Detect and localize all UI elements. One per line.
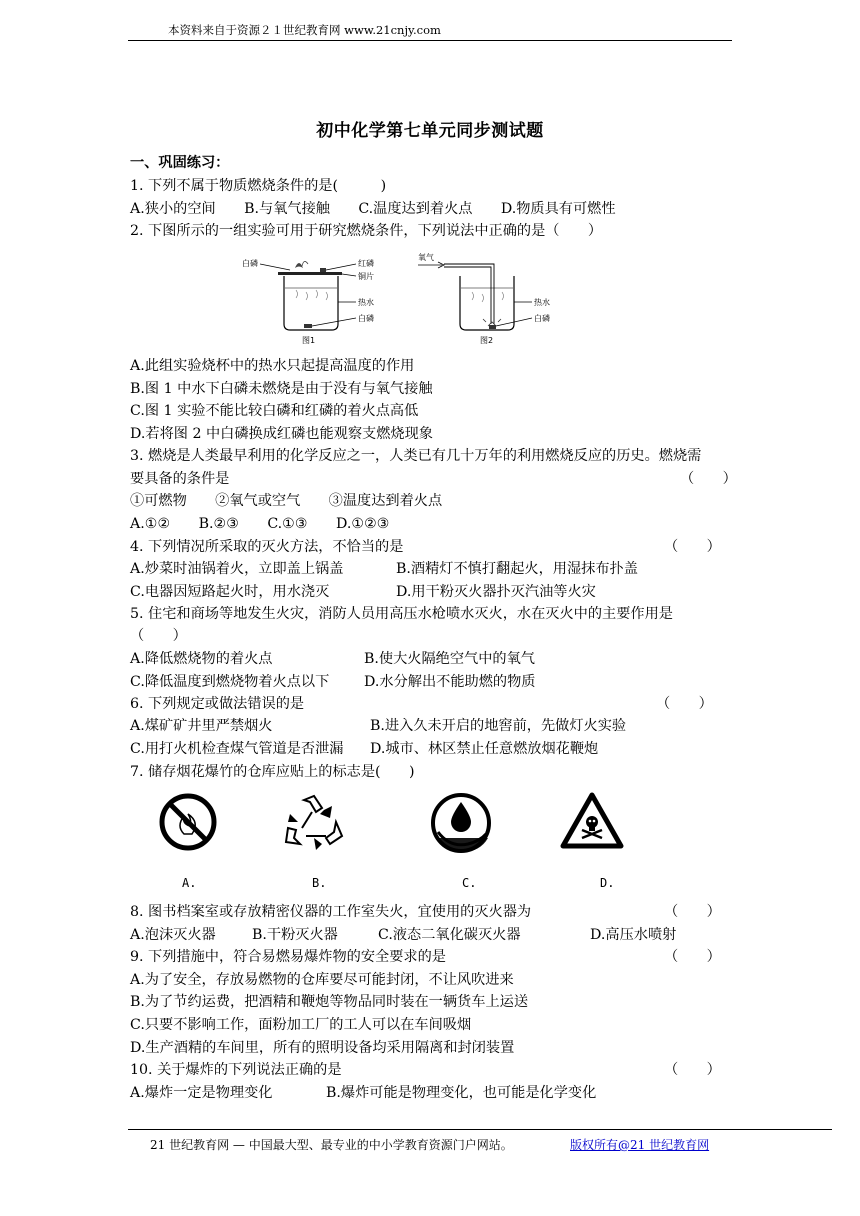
q8-option-d: D.高压水喷射 xyxy=(590,927,677,943)
q9-answer-paren: （ ） xyxy=(664,949,721,965)
fig1-label-white-phosphorus-top: 白磷 xyxy=(242,259,258,268)
corrosive-icon xyxy=(430,792,492,854)
fig1-label-hot-water: 热水 xyxy=(358,298,374,307)
q4-option-d: D.用干粉灭火器扑灭汽油等火灾 xyxy=(396,584,596,600)
q6-option-c: C.用打火机检查煤气管道是否泄漏 xyxy=(130,741,344,757)
q3-items: ①可燃物 ②氧气或空气 ③温度达到着火点 xyxy=(130,493,443,509)
q8-option-b: B.干粉灭火器 xyxy=(252,927,338,943)
q1-options: A.狭小的空间 B.与氧气接触 C.温度达到着火点 D.物质具有可燃性 xyxy=(130,201,616,217)
q5-answer-paren: （ ） xyxy=(130,628,187,644)
q4-option-a: A.炒菜时油锅着火，立即盖上锅盖 xyxy=(130,561,344,577)
q2-option-d: D.若将图 2 中白磷换成红磷也能观察支燃烧现象 xyxy=(130,426,433,442)
q4-answer-paren: （ ） xyxy=(664,539,721,555)
fig2-label-hot-water: 热水 xyxy=(534,298,550,307)
page-header: 本资料来自于资源２１世纪教育网 www.21cnjy.com xyxy=(168,23,441,37)
q4-stem: 4. 下列情况所采取的灭火方法，不恰当的是 xyxy=(130,539,404,555)
fig1-label-copper-plate: 铜片 xyxy=(358,272,374,281)
q5-option-a: A.降低燃烧物的着火点 xyxy=(130,651,273,667)
q2-option-a: A.此组实验烧杯中的热水只起提高温度的作用 xyxy=(130,358,415,374)
no-fire-icon xyxy=(158,792,218,852)
q7-label-c: C. xyxy=(462,876,477,890)
q7-stem: 7. 储存烟花爆竹的仓库应贴上的标志是( ) xyxy=(130,764,415,780)
q10-option-a: A.爆炸一定是物理变化 xyxy=(130,1085,273,1101)
page-footer: 21 世纪教育网 — 中国最大型、最专业的中小学教育资源门户网站。 xyxy=(150,1138,513,1152)
q1-stem: 1. 下列不属于物质燃烧条件的是( ) xyxy=(130,178,387,194)
q8-stem: 8. 图书档案室或存放精密仪器的工作室失火，宜使用的灭火器为 xyxy=(130,904,532,920)
q4-option-c: C.电器因短路起火时，用水浇灭 xyxy=(130,584,330,600)
fig1-caption: 图1 xyxy=(302,336,316,345)
q8-option-a: A.泡沫灭火器 xyxy=(130,927,216,943)
q5-option-b: B.使大火隔绝空气中的氧气 xyxy=(364,651,535,667)
fig1-label-white-phosphorus-bottom: 白磷 xyxy=(358,314,374,323)
q5-stem: 5. 住宅和商场等地发生火灾，消防人员用高压水枪喷水灭火，水在灭火中的主要作用是 xyxy=(130,606,673,622)
q8-answer-paren: （ ） xyxy=(664,904,721,920)
fig2-label-white-phosphorus: 白磷 xyxy=(534,314,550,323)
copper-plate xyxy=(278,272,342,275)
q10-answer-paren: （ ） xyxy=(664,1062,721,1078)
q6-answer-paren: （ ） xyxy=(656,696,713,712)
q9-option-d: D.生产酒精的车间里，所有的照明设备均采用隔离和封闭装置 xyxy=(130,1040,515,1056)
q10-option-b: B.爆炸可能是物理变化，也可能是化学变化 xyxy=(326,1085,597,1101)
q4-option-b: B.酒精灯不慎打翻起火，用湿抹布扑盖 xyxy=(396,561,638,577)
q9-option-b: B.为了节约运费，把酒精和鞭炮等物品同时装在一辆货车上运送 xyxy=(130,994,529,1010)
q6-option-d: D.城市、林区禁止任意燃放烟花鞭炮 xyxy=(370,741,599,757)
combustion-experiment-figure xyxy=(240,252,600,348)
q2-option-c: C.图 1 实验不能比较白磷和红磷的着火点高低 xyxy=(130,403,419,419)
toxic-icon xyxy=(560,792,624,850)
q5-option-d: D.水分解出不能助燃的物质 xyxy=(364,674,536,690)
header-divider xyxy=(128,40,732,41)
q7-label-b: B. xyxy=(312,876,327,890)
q5-option-c: C.降低温度到燃烧物着火点以下 xyxy=(130,674,330,690)
section-heading: 一、巩固练习： xyxy=(130,155,230,171)
document-title: 初中化学第七单元同步测试题 xyxy=(316,121,544,141)
footer-divider xyxy=(128,1129,832,1130)
fig2-label-oxygen: 氧气 xyxy=(418,253,434,262)
q10-stem: 10. 关于爆炸的下列说法正确的是 xyxy=(130,1062,342,1078)
q9-option-a: A.为了安全，存放易燃物的仓库要尽可能封闭，不让风吹进来 xyxy=(130,972,514,988)
q7-label-d: D. xyxy=(600,876,615,890)
q3-stem-line2: 要具备的条件是 xyxy=(130,471,230,487)
figure-1 xyxy=(242,258,374,345)
q2-stem: 2. 下图所示的一组实验可用于研究燃烧条件，下列说法中正确的是（ ） xyxy=(130,223,603,239)
figure-2 xyxy=(418,252,550,345)
q9-stem: 9. 下列措施中，符合易燃易爆炸物的安全要求的是 xyxy=(130,949,446,965)
fig2-caption: 图2 xyxy=(480,336,494,345)
q7-label-a: A. xyxy=(182,876,197,890)
q6-stem: 6. 下列规定或做法错误的是 xyxy=(130,696,305,712)
recycle-icon xyxy=(282,792,346,852)
q3-stem-line1: 3. 燃烧是人类最早利用的化学反应之一，人类已有几十万年的利用燃烧反应的历史。燃烧需 xyxy=(130,448,702,464)
q3-answer-paren: （ ） xyxy=(680,471,737,487)
copyright-link[interactable]: 版权所有@21 世纪教育网 xyxy=(570,1138,710,1152)
fig1-label-red-phosphorus: 红磷 xyxy=(358,259,374,268)
q6-option-a: A.煤矿矿井里严禁烟火 xyxy=(130,718,273,734)
q6-option-b: B.进入久未开启的地窖前，先做灯火实验 xyxy=(370,718,627,734)
q9-option-c: C.只要不影响工作，面粉加工厂的工人可以在车间吸烟 xyxy=(130,1017,472,1033)
q2-option-b: B.图 1 中水下白磷未燃烧是由于没有与氧气接触 xyxy=(130,381,433,397)
q3-options: A.①② B.②③ C.①③ D.①②③ xyxy=(130,516,390,532)
q8-option-c: C.液态二氧化碳灭火器 xyxy=(378,927,521,943)
